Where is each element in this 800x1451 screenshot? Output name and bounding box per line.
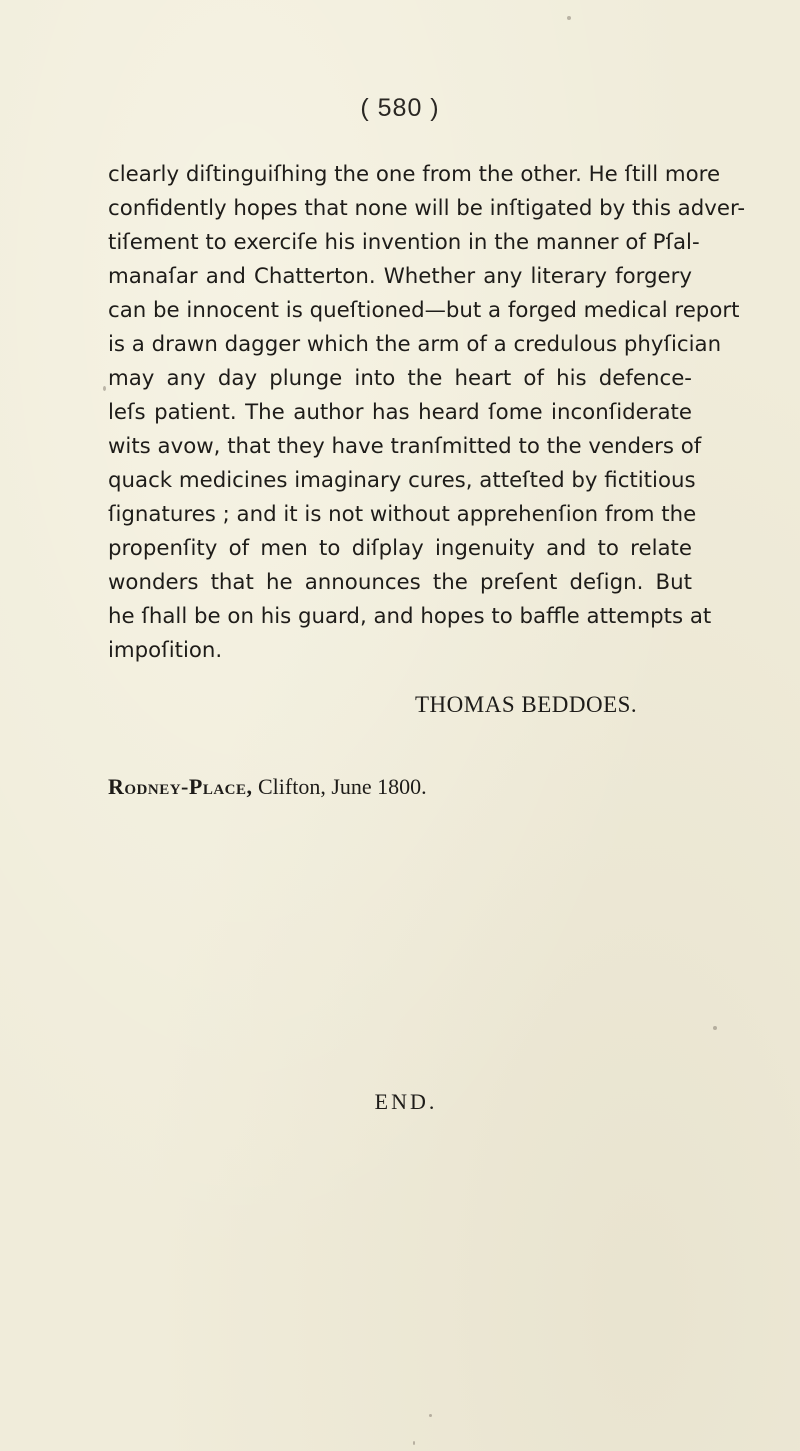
place-name: Rodney-Place, <box>108 774 253 799</box>
author-signature: THOMAS BEDDOES. <box>415 692 638 717</box>
page-number: ( 580 ) <box>360 94 440 122</box>
text-line: wonders that he announces the preſent deſign. But <box>108 570 692 595</box>
text-line: propenſity of men to diſplay ingenuity and to relate <box>108 536 692 561</box>
place-date: Clifton, June 1800. <box>258 774 427 799</box>
place-date-line <box>108 774 427 800</box>
text-line: leſs patient. The author has heard ſome inconſiderate <box>108 400 692 425</box>
text-line: ſignatures ; and it is not without apprehenſion from the <box>108 502 697 527</box>
paper-speck <box>567 16 571 20</box>
text-line: clearly diſtinguiſhing the one from the other. He ſtill more <box>108 162 721 187</box>
end-mark: END. <box>374 1089 438 1114</box>
text-line: can be innocent is queſtioned—but a forged medical report <box>108 298 740 323</box>
text-line: tiſement to exerciſe his invention in the manner of Pſal- <box>108 230 700 255</box>
text-line: quack medicines imaginary cures, atteſted by fictitious <box>108 468 696 493</box>
text-line: is a drawn dagger which the arm of a credulous phyſician <box>108 332 722 357</box>
paper-speck <box>429 1414 432 1417</box>
body-text <box>108 158 746 668</box>
paper-speck <box>713 1026 717 1030</box>
text-line: may any day plunge into the heart of his defence- <box>108 366 692 391</box>
text-line: confidently hopes that none will be inſtigated by this adver- <box>108 196 746 221</box>
paper-speck <box>103 386 106 391</box>
text-line: he ſhall be on his guard, and hopes to baffle attempts at <box>108 604 712 629</box>
text-line-last: impoſition. <box>108 638 223 663</box>
paper-speck <box>413 1441 415 1445</box>
text-line: wits avow, that they have tranſmitted to the venders of <box>108 434 702 459</box>
text-line: manaſar and Chatterton. Whether any literary forgery <box>108 264 692 289</box>
